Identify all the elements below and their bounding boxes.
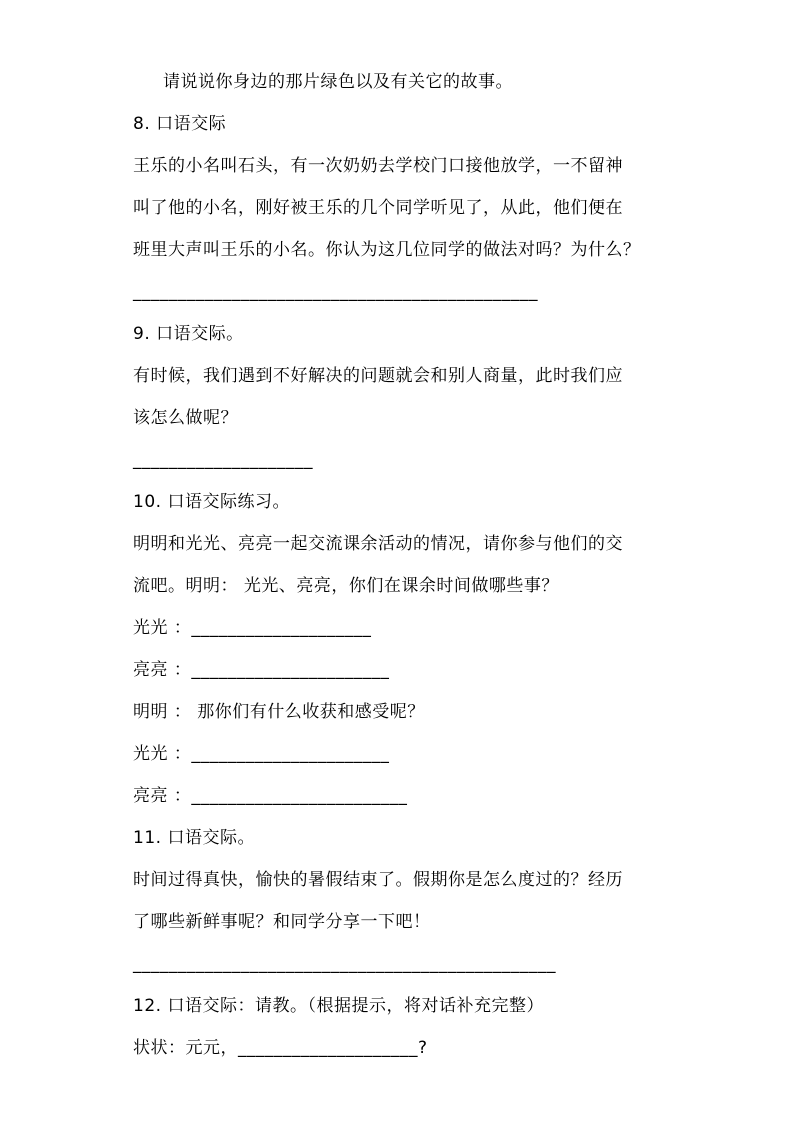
question-8-heading: 8. 口语交际 (133, 114, 227, 134)
question-11-answer-blank: _______________________________________________ (133, 954, 556, 974)
question-8-text-line-2: 叫了他的小名，刚好被王乐的几个同学听见了，从此，他们便在 (133, 198, 623, 218)
question-11-heading: 11. 口语交际。 (133, 828, 255, 848)
question-9-answer-blank: ____________________ (133, 450, 313, 470)
question-12-heading: 12. 口语交际：请教。（根据提示，将对话补充完整） (133, 996, 544, 1016)
dialogue-guangguang-2: 光光 ：______________________ (133, 744, 390, 764)
question-10-text-line-1: 明明和光光、亮亮一起交流课余活动的情况，请你参与他们的交 (133, 534, 623, 554)
question-11-text-line-1: 时间过得真快，愉快的暑假结束了。假期你是怎么度过的？经历 (133, 870, 623, 890)
prompt-green-story: 请说说你身边的那片绿色以及有关它的故事。 (163, 72, 513, 92)
question-11-text-line-2: 了哪些新鲜事呢？和同学分享一下吧！ (133, 912, 431, 932)
dialogue-liangliang-2: 亮亮 ：________________________ (133, 786, 408, 806)
question-8-answer-blank: _____________________________________________ (133, 282, 538, 302)
question-8-text-line-3: 班里大声叫王乐的小名。你认为这几位同学的做法对吗？为什么？ (133, 240, 641, 260)
question-9-heading: 9. 口语交际。 (133, 324, 244, 344)
dialogue-mingming-2: 明明 ： 那你们有什么收获和感受呢？ (133, 702, 425, 722)
dialogue-liangliang-1: 亮亮 ：______________________ (133, 660, 390, 680)
question-10-text-line-2: 流吧。明明： 光光、亮亮，你们在课余时间做哪些事？ (133, 576, 559, 596)
dialogue-guangguang-1: 光光 ：____________________ (133, 618, 372, 638)
question-9-text-line-1: 有时候，我们遇到不好解决的问题就会和别人商量，此时我们应 (133, 366, 623, 386)
question-8-text-line-1: 王乐的小名叫石头，有一次奶奶去学校门口接他放学，一不留神 (133, 156, 623, 176)
question-10-heading: 10. 口语交际练习。 (133, 492, 290, 512)
question-9-text-line-2: 该怎么做呢？ (133, 408, 238, 428)
question-12-dialogue-line-1: 状状：元元，____________________? (133, 1038, 428, 1058)
